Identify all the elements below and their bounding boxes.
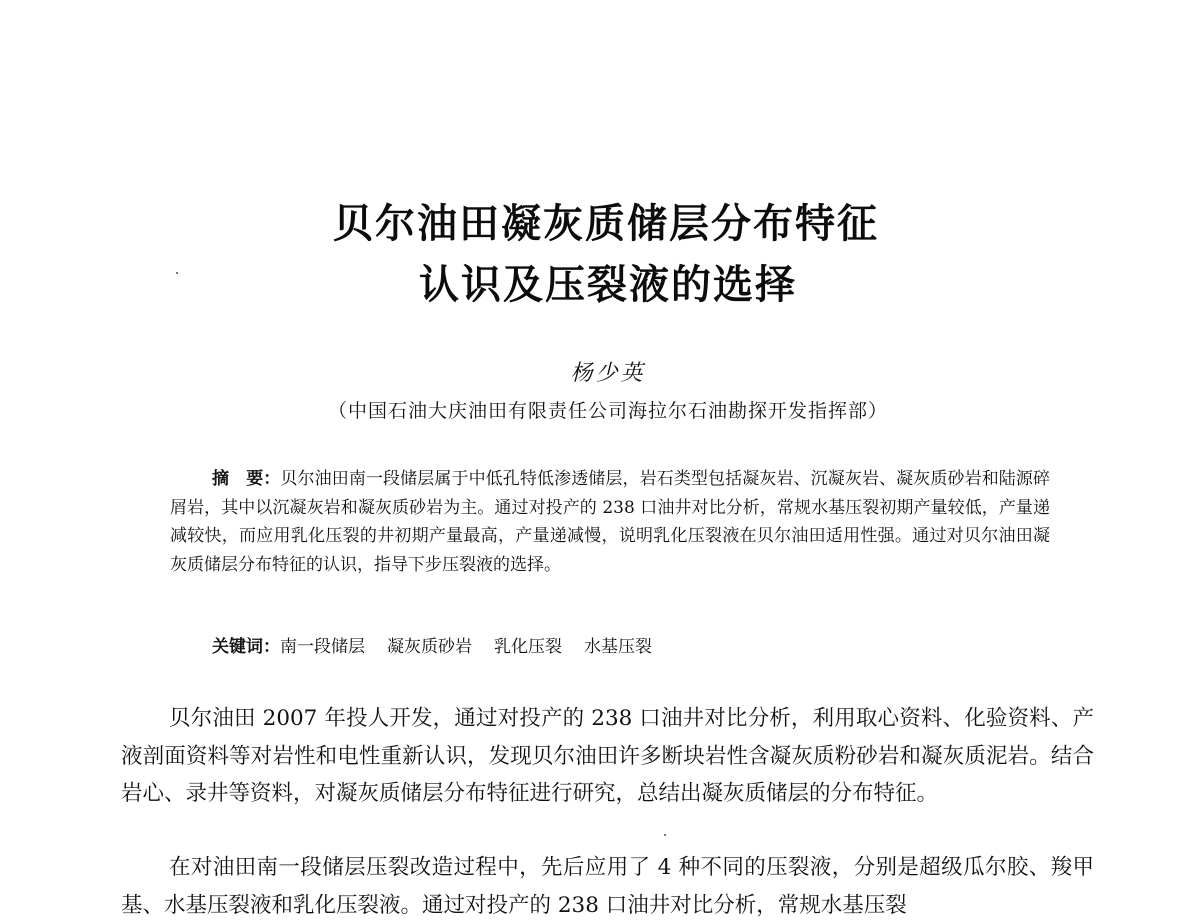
abstract-label: 摘 要： [212,469,281,489]
body-paragraph-2: 在对油田南一段储层压裂改造过程中，先后应用了 4 种不同的压裂液，分别是超级瓜尔胶、羧甲基、水基压裂液和乳化压裂液。通过对投产的 238 口油井对比分析，常规水基压裂 [121,855,1094,918]
paper-title-line-2: 认识及压裂液的选择 [419,262,797,308]
keyword: 凝灰质砂岩 [387,637,472,657]
keyword: 水基压裂 [584,637,652,657]
scan-speck [176,272,178,274]
scan-speck [664,834,666,836]
paper-title-line-1: 贝尔油田凝灰质储层分布特征 [333,201,879,247]
author-name: 杨少英 [570,361,646,386]
keywords-label: 关键词： [212,637,280,657]
abstract [170,465,1050,579]
keyword: 南一段储层 [280,637,365,657]
body-paragraph-1: 贝尔油田 2007 年投人开发，通过对投产的 238 口油井对比分析，利用取心资料、化验资料、产液剖面资料等对岩性和电性重新认识，发现贝尔油田许多断块岩性含凝灰质粉砂岩和凝灰质泥岩。结合岩心、录井等资料，对凝灰质储层分布特征进行研究，总结出凝灰质储层的分布特征。 [121,706,1094,806]
keyword: 乳化压裂 [494,637,562,657]
author-affiliation: （中国石油大庆油田有限责任公司海拉尔石油勘探开发指挥部） [327,400,888,422]
abstract-text: 贝尔油田南一段储层属于中低孔特低渗透储层，岩石类型包括凝灰岩、沉凝灰岩、凝灰质砂岩和陆源碎屑岩，其中以沉凝灰岩和凝灰质砂岩为主。通过对投产的 238 口油井对比分析，常规水基压裂初期产量较低，产量递减较快，而应用乳化压裂的井初期产量最高，产量递减慢，说明乳化压裂液在贝尔油田适用性强。通过对贝尔油田凝灰质储层分布特征的认识，指导下步压裂液的选择。 [170,469,1051,575]
keywords [212,633,1052,661]
